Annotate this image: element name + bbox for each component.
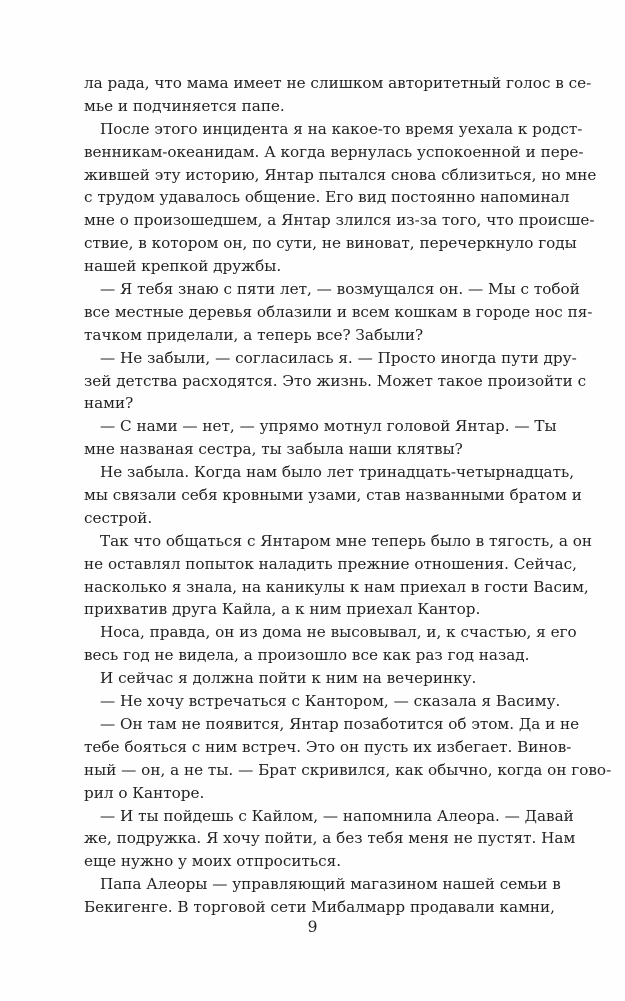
text-line: еще нужно у моих отпроситься. xyxy=(84,852,342,871)
body-text xyxy=(84,72,612,919)
text-line: ный — он, а не ты. — Брат скривился, как обычно, когда он гово- xyxy=(84,760,612,779)
text-line: весь год не видела, а произошло все как раз год назад. xyxy=(84,646,530,665)
text-line: — С нами — нет, — упрямо мотнул головой Янтар. — Ты xyxy=(100,417,557,436)
text-line: ла рада, что мама имеет не слишком авторитетный голос в се- xyxy=(84,74,592,92)
text-line: И сейчас я должна пойти к ним на вечеринку. xyxy=(100,669,477,688)
text-line: нашей крепкой дружбы. xyxy=(84,257,282,276)
text-line: сестрой. xyxy=(84,508,153,527)
text-line: мы связали себя кровными узами, став названными братом и xyxy=(84,486,582,505)
text-line: нами? xyxy=(84,394,134,413)
text-line: мье и подчиняется папе. xyxy=(84,96,285,115)
page-number: 9 xyxy=(307,918,318,936)
text-line: же, подружка. Я хочу пойти, а без тебя меня не пустят. Нам xyxy=(84,829,576,848)
text-line: венникам-океанидам. А когда вернулась успокоенной и пере- xyxy=(84,142,584,161)
text-line: тачком приделали, а теперь все? Забыли? xyxy=(84,325,424,344)
text-line: мне о произошедшем, а Янтар злился из-за того, что происше- xyxy=(84,211,595,230)
text-line: — И ты пойдешь с Кайлом, — напомнила Алеора. — Давай xyxy=(100,806,574,825)
text-line: все местные деревья облазили и всем кошкам в городе нос пя- xyxy=(84,302,593,321)
text-line: — Я тебя знаю с пяти лет, — возмущался он. — Мы с тобой xyxy=(100,280,580,299)
text-line: не оставлял попыток наладить прежние отношения. Сейчас, xyxy=(84,554,577,573)
text-line: Так что общаться с Янтаром мне теперь было в тягость, а он xyxy=(100,531,593,550)
text-line: Папа Алеоры — управляющий магазином нашей семьи в xyxy=(100,875,561,894)
text-line: рил о Канторе. xyxy=(84,783,205,802)
text-line: — Он там не появится, Янтар позаботится об этом. Да и не xyxy=(100,714,580,733)
text-line: прихватив друга Кайла, а к ним приехал Кантор. xyxy=(84,600,481,619)
text-line: Носа, правда, он из дома не высовывал, и, к счастью, я его xyxy=(100,623,577,642)
text-line: жившей эту историю, Янтар пытался снова сблизиться, но мне xyxy=(84,165,597,184)
text-line: мне названая сестра, ты забыла наши клятвы? xyxy=(84,440,463,459)
text-line: ствие, в котором он, по сути, не виноват, перечеркнуло годы xyxy=(84,234,577,253)
text-line: Не забыла. Когда нам было лет тринадцать-четырнадцать, xyxy=(100,463,575,482)
text-line: Бекигенге. В торговой сети Мибалмарр продавали камни, xyxy=(84,898,555,917)
text-line: с трудом удавалось общение. Его вид постоянно напоминал xyxy=(84,188,570,207)
text-line: — Не хочу встречаться с Кантором, — сказала я Васиму. xyxy=(100,692,561,711)
text-line: тебе бояться с ним встреч. Это он пусть их избегает. Винов- xyxy=(84,737,572,756)
text-line: зей детства расходятся. Это жизнь. Может такое произойти с xyxy=(84,371,587,390)
text-line: насколько я знала, на каникулы к нам приехал в гости Васим, xyxy=(84,577,589,596)
text-line: — Не забыли, — согласилась я. — Просто иногда пути дру- xyxy=(100,348,577,367)
text-line: После этого инцидента я на какое-то время уехала к родст- xyxy=(100,119,583,138)
